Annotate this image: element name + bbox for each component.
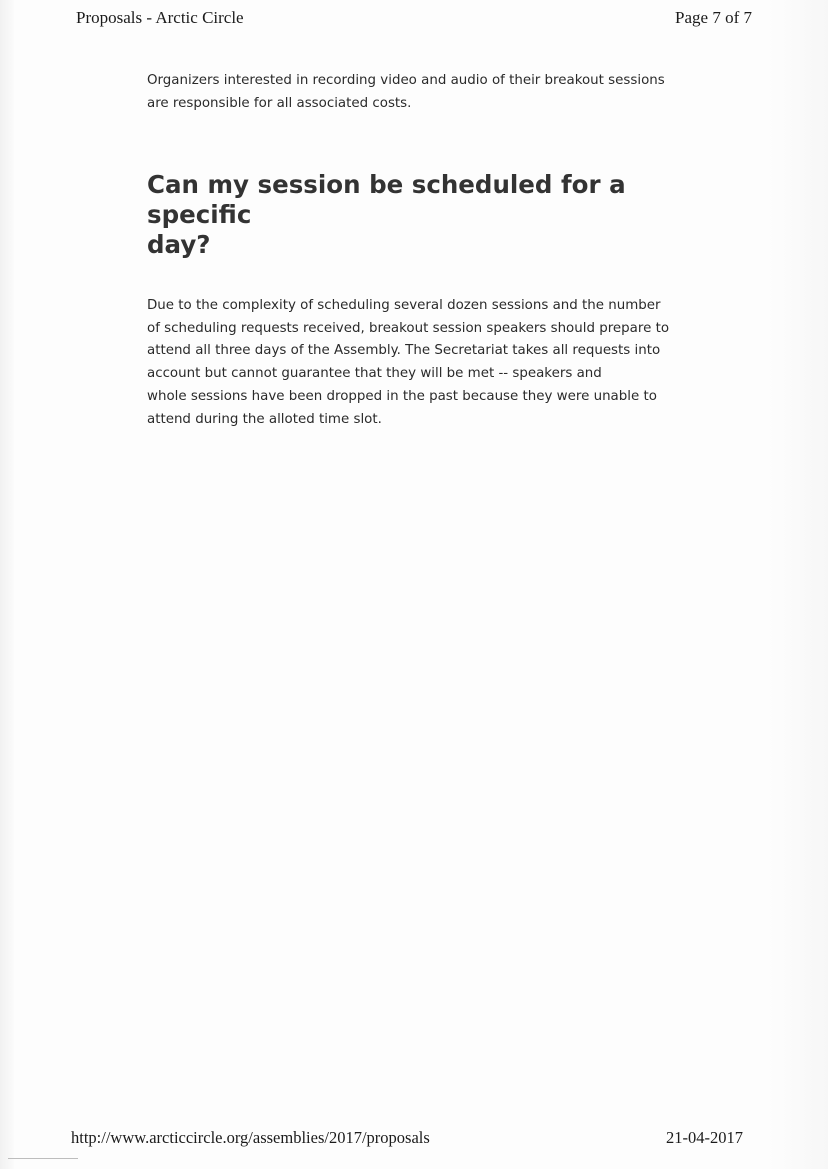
page-edge-shadow bbox=[0, 0, 14, 1169]
page-number: Page 7 of 7 bbox=[675, 8, 752, 27]
section-heading: Can my session be scheduled for a specific day? bbox=[147, 170, 626, 259]
print-footer bbox=[71, 1128, 743, 1148]
footer-divider bbox=[8, 1158, 78, 1159]
document-title: Proposals - Arctic Circle bbox=[76, 8, 244, 27]
page-url: http://www.arcticcircle.org/assemblies/2017/proposals bbox=[71, 1128, 430, 1147]
print-date: 21-04-2017 bbox=[666, 1128, 743, 1147]
page-edge-shadow-right bbox=[768, 0, 828, 1169]
section-heading-block bbox=[147, 170, 687, 260]
section-body-block bbox=[147, 295, 687, 431]
print-header bbox=[76, 8, 752, 28]
section-paragraph: Due to the complexity of scheduling several dozen sessions and the number of scheduling requests received, breakout session speakers should prepare to attend all three days of the Assembly. The Secretariat takes all requests into account but cannot guarantee that they will be met -- speakers and whole sessions have been dropped in the past because they were unable to attend during the alloted time slot. bbox=[147, 298, 670, 427]
intro-paragraph: Organizers interested in recording video and audio of their breakout sessions are responsible for all associated costs. bbox=[147, 73, 665, 111]
page-content bbox=[147, 70, 687, 427]
